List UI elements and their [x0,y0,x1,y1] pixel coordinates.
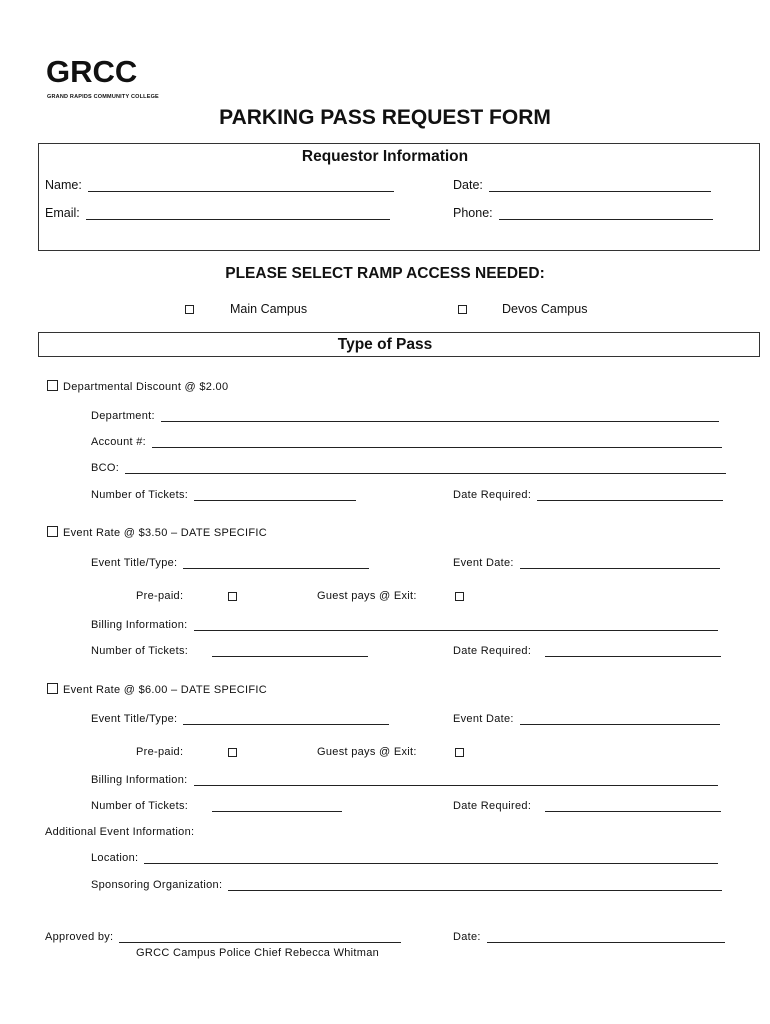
event350-date-required-label: Date Required: [453,645,532,657]
dept-date-required-field[interactable] [537,499,723,501]
devos-campus-checkbox[interactable] [458,305,467,314]
email-row [45,206,390,220]
event600-date-field[interactable] [520,723,720,725]
ramp-heading: PLEASE SELECT RAMP ACCESS NEEDED: [225,265,545,282]
event350-checkbox[interactable] [47,526,58,537]
event350-guest-label: Guest pays @ Exit: [317,590,417,602]
name-row [45,178,394,192]
event350-prepaid-label: Pre-paid: [136,590,184,602]
event600-date-required-row [453,800,721,812]
account-label: Account #: [91,436,146,448]
devos-campus-label: Devos Campus [502,302,588,316]
date-field[interactable] [489,190,711,192]
event350-title-row [91,557,369,569]
main-campus-label: Main Campus [230,302,308,316]
event600-guest-checkbox[interactable] [455,748,464,757]
event350-billing-row [91,619,718,631]
approved-by-row [45,931,401,943]
event600-prepaid-checkbox[interactable] [228,748,237,757]
event600-checkbox[interactable] [47,683,58,694]
approval-date-field[interactable] [487,941,725,943]
event350-date-required-row [453,645,721,657]
name-field[interactable] [88,190,394,192]
event600-date-required-field[interactable] [545,810,721,812]
event600-billing-label: Billing Information: [91,774,188,786]
phone-label: Phone: [453,206,493,220]
event350-tickets-field[interactable] [212,655,368,657]
department-row [91,410,719,422]
approved-by-label: Approved by: [45,931,114,943]
department-field[interactable] [161,420,719,422]
event350-title-field[interactable] [183,567,369,569]
event600-title-label: Event Title/Type: [91,713,178,725]
approval-date-label: Date: [453,931,481,943]
event600-guest-label: Guest pays @ Exit: [317,746,417,758]
event600-title-row [91,713,389,725]
event600-date-label: Event Date: [453,713,514,725]
event350-tickets-label: Number of Tickets: [91,645,189,657]
date-label: Date: [453,178,483,192]
logo-subtitle: GRAND RAPIDS COMMUNITY COLLEGE [47,94,159,100]
dept-tickets-row [91,489,356,501]
dept-date-required-row [453,489,723,501]
email-field[interactable] [86,218,390,220]
event600-option [47,683,267,696]
event350-prepaid-checkbox[interactable] [228,592,237,601]
bco-label: BCO: [91,462,120,474]
date-row [453,178,711,192]
dept-date-required-label: Date Required: [453,489,532,501]
approval-date-row [453,931,725,943]
event600-tickets-field[interactable] [212,810,342,812]
event350-title-label: Event Title/Type: [91,557,178,569]
event600-title-field[interactable] [183,723,389,725]
event600-date-required-label: Date Required: [453,800,532,812]
email-label: Email: [45,206,80,220]
event600-date-row [453,713,720,725]
location-row [91,852,718,864]
name-label: Name: [45,178,82,192]
location-label: Location: [91,852,139,864]
requestor-heading: Requestor Information [301,148,469,165]
event350-billing-field[interactable] [194,629,718,631]
departmental-option [47,380,228,393]
event350-date-required-field[interactable] [545,655,721,657]
main-campus-checkbox[interactable] [185,305,194,314]
event350-label: Event Rate @ $3.50 – DATE SPECIFIC [63,527,267,539]
sponsor-row [91,879,722,891]
event350-date-label: Event Date: [453,557,514,569]
event600-billing-field[interactable] [194,784,718,786]
departmental-checkbox[interactable] [47,380,58,391]
phone-row [453,206,713,220]
grcc-logo: GRCC [46,54,138,89]
event350-option [47,526,267,539]
department-label: Department: [91,410,155,422]
sponsor-field[interactable] [228,889,722,891]
approver-name: GRCC Campus Police Chief Rebecca Whitman [136,947,380,959]
event350-tickets-row [91,645,368,657]
phone-field[interactable] [499,218,713,220]
dept-tickets-label: Number of Tickets: [91,489,189,501]
event600-label: Event Rate @ $6.00 – DATE SPECIFIC [63,684,267,696]
event600-tickets-label: Number of Tickets: [91,800,189,812]
account-field[interactable] [152,446,722,448]
event350-date-field[interactable] [520,567,720,569]
event600-tickets-row [91,800,342,812]
event350-billing-label: Billing Information: [91,619,188,631]
approved-by-field[interactable] [119,941,401,943]
event350-date-row [453,557,720,569]
departmental-label: Departmental Discount @ $2.00 [63,381,229,393]
event600-billing-row [91,774,718,786]
form-title: PARKING PASS REQUEST FORM [219,106,551,129]
type-of-pass-heading: Type of Pass [337,336,433,353]
account-row [91,436,722,448]
sponsor-label: Sponsoring Organization: [91,879,223,891]
location-field[interactable] [144,862,718,864]
event350-guest-checkbox[interactable] [455,592,464,601]
bco-row [91,462,726,474]
dept-tickets-field[interactable] [194,499,356,501]
bco-field[interactable] [125,472,726,474]
event600-prepaid-label: Pre-paid: [136,746,184,758]
additional-heading: Additional Event Information: [45,826,195,838]
